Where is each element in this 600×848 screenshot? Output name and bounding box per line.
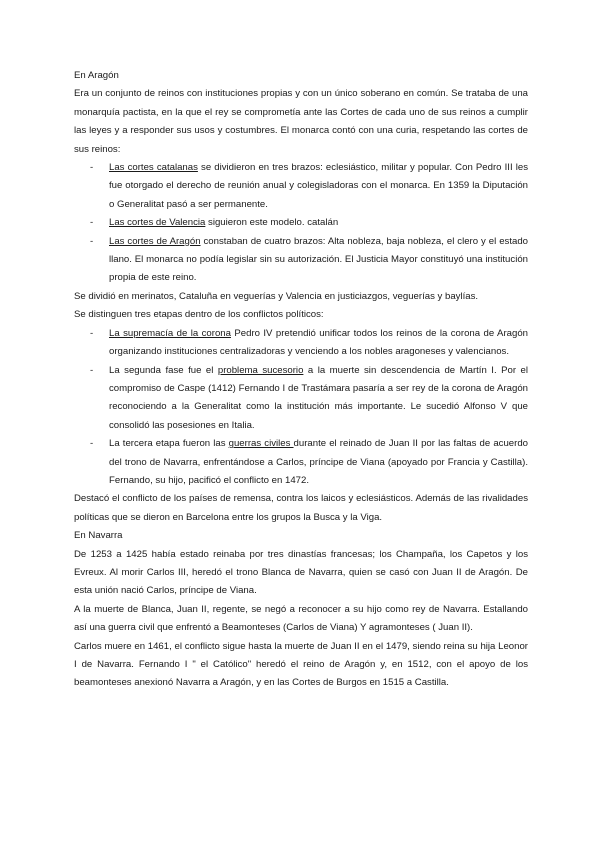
paragraph-aragon-intro: Era un conjunto de reinos con instituciones propias y con un único soberano en común. Se trataba de una monarquía pactista, en la que el rey se comprometía ante las Cortes de cada uno de sus reinos a cumplir las leyes y a responder sus usos y costumbres. El monarca contó con una curia, respetando las cortes de sus reinos:: [74, 88, 528, 155]
heading-navarra: En Navarra: [74, 530, 123, 542]
list-cortes: [74, 159, 528, 288]
paragraph-navarra-3: Carlos muere en 1461, el conflicto sigue hasta la muerte de Juan II en el 1479, siendo reina su hija Leonor I de Navarra. Fernando I " el Católico" heredó el reino de Aragón y, en 1512, con el apoyo de los beamonteses anexionó Navarra a Aragón, y en las Cortes de Burgos en 1515 a Castilla.: [74, 640, 528, 689]
underlined-term: La supremacía de la corona: [109, 327, 231, 339]
bullet-mark: -: [90, 162, 94, 174]
paragraph-division: Se dividió en merinatos, Cataluña en veguerías y Valencia en justiciazgos, veguerías y baylías.: [74, 290, 479, 302]
list-item-text-before: La segunda fase fue el: [109, 364, 218, 376]
underlined-term: problema sucesorio: [217, 364, 304, 376]
paragraph-navarra-1: De 1253 a 1425 había estado reinaba por tres dinastías francesas; los Champaña, los Capetos y los Evreux. Al morir Carlos III, heredó el trono Blanca de Navarra, quien se casó con Juan II de Aragón. De esta unión nació Carlos, príncipe de Viana.: [74, 548, 528, 597]
underlined-term: Las cortes de Valencia: [109, 217, 206, 229]
list-item-text: siguieron este modelo. catalán: [205, 217, 339, 229]
paragraph-navarra-2: A la muerte de Blanca, Juan II, regente, se negó a reconocer a su hijo como rey de Navarra. Estallando así una guerra civil que enfrentó a Beamonteses (Carlos de Viana) Y agramonteses ( Juan II).: [74, 603, 528, 634]
bullet-mark: -: [90, 327, 94, 339]
paragraph-etapas-intro: Se distinguen tres etapas dentro de los conflictos políticos:: [74, 309, 324, 321]
underlined-term: guerras civiles: [228, 438, 294, 450]
paragraph-remensa: Destacó el conflicto de los países de remensa, contra los laicos y eclesiásticos. Además de las rivalidades políticas que se dieron en Barcelona entre los grupos la Busca y la Viga.: [74, 493, 528, 523]
list-item-text-after: Pedro IV pretendió unificar todos los reinos de la corona de Aragón organizando instituciones centralizadoras y venciendo a los nobles aragoneses y valencianos.: [109, 327, 528, 358]
document-body: [74, 67, 528, 693]
list-item-text-before: La tercera etapa fueron las: [109, 438, 229, 450]
list-item-cortes-valencia: [74, 214, 528, 232]
list-item-text-after: a la muerte sin descendencia de Martín I. Por el compromiso de Caspe (1412) Fernando I de Trastámara pasaría a ser rey de la corona de Aragón reconociendo a la Generalitat como la institución más importante. Le sucedió Alfonso V que consolidó las posesiones en Italia.: [109, 364, 528, 431]
list-item-etapa-1: [74, 325, 528, 362]
bullet-mark: -: [90, 438, 94, 450]
list-item-etapa-3: [74, 435, 528, 490]
list-item-text: constaban de cuatro brazos: Alta nobleza, baja nobleza, el clero y el estado llano. El monarca no podía legislar sin su autorización. El Justicia Mayor constituyó una institución propia de este reino.: [109, 235, 528, 284]
list-item-text: se dividieron en tres brazos: eclesiástico, militar y popular. Con Pedro III les fue otorgado el derecho de reunión anual y colegisladoras con el monarca. En 1359 la Diputación o Generalitat pasó a ser permanente.: [109, 162, 528, 210]
bullet-mark: -: [90, 235, 94, 247]
bullet-mark: -: [90, 364, 94, 376]
list-etapas: [74, 325, 528, 491]
underlined-term: Las cortes de Aragón: [109, 235, 201, 247]
list-item-text-after: durante el reinado de Juan II por las faltas de acuerdo del trono de Navarra, enfrentándose a Carlos, príncipe de Viana (apoyado por Francia y Castilla). Fernando, su hijo, pacificó el conflicto en 1472.: [109, 438, 528, 486]
underlined-term: Las cortes catalanas: [109, 162, 198, 174]
list-item-cortes-aragon: [74, 233, 528, 288]
list-item-etapa-2: [74, 362, 528, 436]
heading-aragon: En Aragón: [74, 70, 119, 81]
bullet-mark: -: [90, 217, 94, 229]
list-item-cortes-catalanas: [74, 159, 528, 214]
